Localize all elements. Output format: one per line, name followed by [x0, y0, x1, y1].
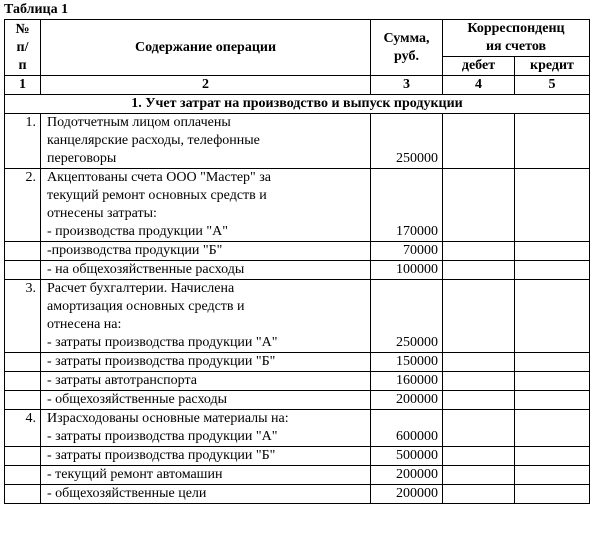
debit-cell — [443, 466, 515, 485]
row-number — [5, 485, 41, 504]
credit-cell — [515, 114, 590, 169]
description-line: - затраты автотранспорта — [47, 373, 197, 388]
table-row — [5, 485, 590, 504]
table-row — [5, 353, 590, 372]
row-number — [5, 242, 41, 261]
description-line: Израсходованы основные материалы на: — [47, 411, 289, 426]
amount-cell: 500000 — [371, 447, 443, 466]
description-line: - на общехозяйственные расходы — [47, 262, 245, 277]
credit-cell — [515, 169, 590, 242]
description-line: отнесена на: — [47, 317, 122, 332]
operation-description — [41, 372, 371, 391]
header-row-top — [5, 20, 590, 57]
table-row — [5, 447, 590, 466]
row-number: 2. — [5, 169, 41, 242]
description-line: -производства продукции "Б" — [47, 243, 223, 258]
header-debit: дебет — [443, 57, 515, 76]
row-number: 1. — [5, 114, 41, 169]
description-line: - затраты производства продукции "А" — [47, 429, 278, 444]
credit-cell — [515, 447, 590, 466]
description-line: - общехозяйственные расходы — [47, 392, 228, 407]
description-line: - производства продукции "А" — [47, 224, 228, 239]
amount-cell: 200000 — [371, 485, 443, 504]
debit-cell — [443, 169, 515, 242]
description-line: Подотчетным лицом оплачены — [47, 115, 231, 130]
row-number — [5, 447, 41, 466]
description-line: канцелярские расходы, телефонные — [47, 133, 260, 148]
table-row — [5, 372, 590, 391]
table-row — [5, 114, 590, 169]
amount-cell: 200000 — [371, 466, 443, 485]
operation-description — [41, 466, 371, 485]
debit-cell — [443, 280, 515, 353]
credit-cell — [515, 242, 590, 261]
table-row — [5, 261, 590, 280]
row-number: 3. — [5, 280, 41, 353]
description-line: переговоры — [47, 151, 117, 166]
description-line: - затраты производства продукции "Б" — [47, 448, 276, 463]
index-cell: 5 — [515, 76, 590, 95]
row-number — [5, 372, 41, 391]
table-row — [5, 391, 590, 410]
amount-cell: 150000 — [371, 353, 443, 372]
debit-cell — [443, 114, 515, 169]
description-line: - текущий ремонт автомашин — [47, 467, 223, 482]
section-title: 1. Учет затрат на производство и выпуск продукции — [5, 95, 590, 114]
credit-cell — [515, 280, 590, 353]
credit-cell — [515, 353, 590, 372]
row-number — [5, 391, 41, 410]
description-line: - общехозяйственные цели — [47, 486, 207, 501]
row-number — [5, 466, 41, 485]
operation-description — [41, 353, 371, 372]
description-line: амортизация основных средств и — [47, 299, 245, 314]
operation-description — [41, 114, 371, 169]
debit-cell — [443, 372, 515, 391]
description-line: Расчет бухгалтерии. Начислена — [47, 281, 235, 296]
row-number — [5, 261, 41, 280]
credit-cell — [515, 466, 590, 485]
table-row — [5, 242, 590, 261]
amount-cell: 250000 — [371, 280, 443, 353]
amount-cell: 70000 — [371, 242, 443, 261]
table-row — [5, 169, 590, 242]
credit-cell — [515, 261, 590, 280]
credit-cell — [515, 410, 590, 447]
debit-cell — [443, 242, 515, 261]
amount-cell: 160000 — [371, 372, 443, 391]
operation-description — [41, 169, 371, 242]
table-row — [5, 280, 590, 353]
operation-description — [41, 447, 371, 466]
debit-cell — [443, 447, 515, 466]
description-line: - затраты производства продукции "А" — [47, 335, 278, 350]
header-content: Содержание операции — [41, 20, 371, 76]
credit-cell — [515, 391, 590, 410]
table-row — [5, 466, 590, 485]
header-num: № п/ п — [5, 20, 41, 76]
header-sum: Сумма, руб. — [371, 20, 443, 76]
description-line: текущий ремонт основных средств и — [47, 188, 267, 203]
transactions-table — [4, 19, 590, 504]
column-index-row — [5, 76, 590, 95]
debit-cell — [443, 391, 515, 410]
table-caption: Таблица 1 — [4, 2, 69, 17]
index-cell: 2 — [41, 76, 371, 95]
amount-cell: 250000 — [371, 114, 443, 169]
index-cell: 3 — [371, 76, 443, 95]
amount-cell: 600000 — [371, 410, 443, 447]
credit-cell — [515, 372, 590, 391]
credit-cell — [515, 485, 590, 504]
row-number — [5, 353, 41, 372]
debit-cell — [443, 410, 515, 447]
description-line: отнесены затраты: — [47, 206, 157, 221]
table-row — [5, 410, 590, 447]
description-line: Акцептованы счета ООО "Мастер" за — [47, 170, 271, 185]
index-cell: 1 — [5, 76, 41, 95]
row-number: 4. — [5, 410, 41, 447]
operation-description — [41, 485, 371, 504]
amount-cell: 200000 — [371, 391, 443, 410]
operation-description — [41, 261, 371, 280]
amount-cell: 170000 — [371, 169, 443, 242]
section-row — [5, 95, 590, 114]
description-line: - затраты производства продукции "Б" — [47, 354, 276, 369]
debit-cell — [443, 485, 515, 504]
operation-description — [41, 391, 371, 410]
operation-description — [41, 410, 371, 447]
header-correspondence: Корреспонденц ия счетов — [443, 20, 590, 57]
debit-cell — [443, 261, 515, 280]
debit-cell — [443, 353, 515, 372]
operation-description — [41, 242, 371, 261]
header-credit: кредит — [515, 57, 590, 76]
operation-description — [41, 280, 371, 353]
index-cell: 4 — [443, 76, 515, 95]
amount-cell: 100000 — [371, 261, 443, 280]
